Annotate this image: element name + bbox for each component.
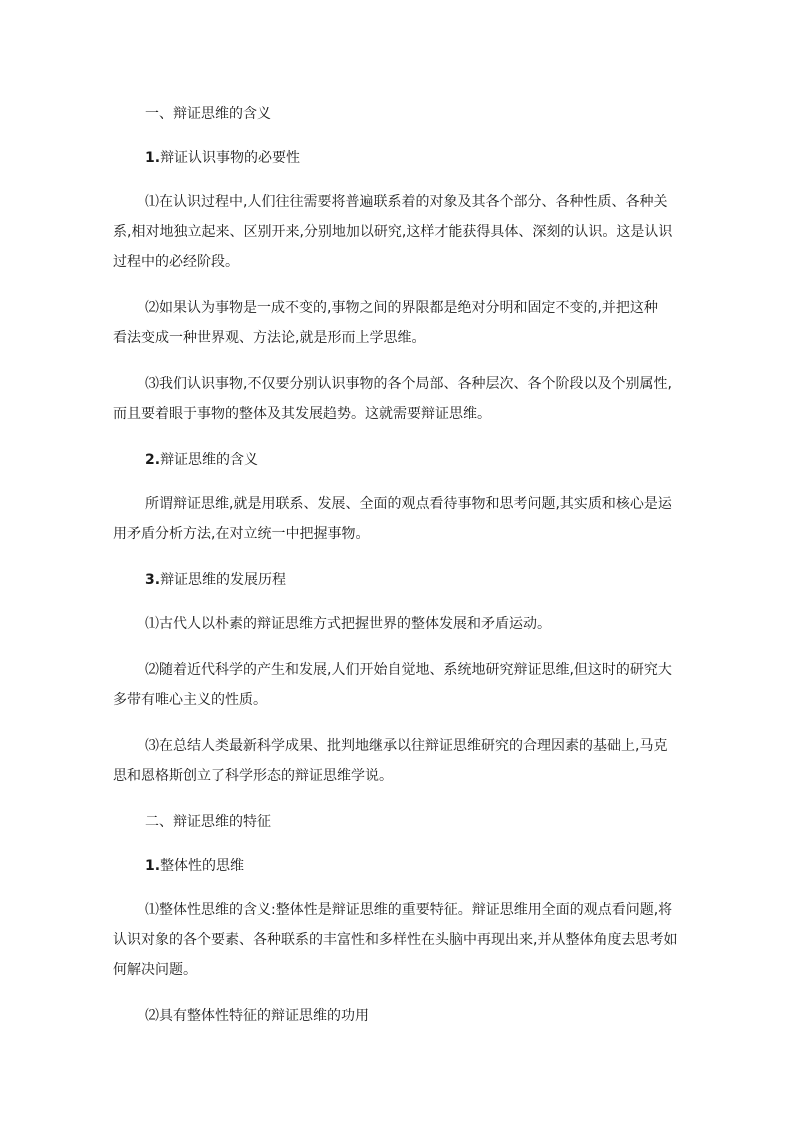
- section-heading-2: 二、辩证思维的特征: [145, 814, 271, 830]
- subheading-number: 1.: [145, 858, 161, 874]
- subheading-1-3: [145, 570, 286, 590]
- paragraph-line: ⑴整体性思维的含义:整体性是辩证思维的重要特征。辩证思维用全面的观点看问题,将: [145, 902, 673, 918]
- paragraph-line: ⑶我们认识事物,不仅要分别认识事物的各个局部、各种层次、各个阶段以及个别属性,: [145, 376, 672, 392]
- subheading-number: 1.: [145, 150, 161, 166]
- paragraph-line: 看法变成一种世界观、方法论,就是形而上学思维。: [113, 330, 426, 346]
- paragraph-line: ⑴在认识过程中,人们往往需要将普遍联系着的对象及其各个部分、各种性质、各种关: [145, 194, 668, 210]
- paragraph-line: ⑵如果认为事物是一成不变的,事物之间的界限都是绝对分明和固定不变的,并把这种: [145, 300, 658, 316]
- paragraph-line: 何解决问题。: [113, 962, 197, 978]
- subheading-text: 整体性的思维: [160, 858, 245, 874]
- paragraph-line: 而且要着眼于事物的整体及其发展趋势。这就需要辩证思维。: [113, 406, 491, 422]
- subheading-text: 辩证思维的含义: [160, 452, 259, 468]
- subheading-2-1: [145, 856, 244, 876]
- paragraph-line: 系,相对地独立起来、区别开来,分别地加以研究,这样才能获得具体、深刻的认识。这是认识: [113, 224, 673, 240]
- subheading-number: 2.: [145, 452, 161, 468]
- paragraph-line: 多带有唯心主义的性质。: [113, 692, 267, 708]
- subheading-number: 3.: [145, 572, 161, 588]
- paragraph-line: 认识对象的各个要素、各种联系的丰富性和多样性在头脑中再现出来,并从整体角度去思考如: [113, 932, 678, 948]
- paragraph-line: 用矛盾分析方法,在对立统一中把握事物。: [113, 526, 370, 542]
- subheading-text: 辩证认识事物的必要性: [160, 150, 301, 166]
- paragraph-line: ⑵具有整体性特征的辩证思维的功用: [145, 1008, 369, 1024]
- subheading-1-1: [145, 148, 300, 168]
- paragraph-line: 思和恩格斯创立了科学形态的辩证思维学说。: [113, 768, 393, 784]
- subheading-text: 辩证思维的发展历程: [160, 572, 287, 588]
- paragraph-line: 所谓辩证思维,就是用联系、发展、全面的观点看待事物和思考问题,其实质和核心是运: [145, 496, 672, 512]
- paragraph-line: ⑶在总结人类最新科学成果、批判地继承以往辩证思维研究的合理因素的基础上,马克: [145, 738, 668, 754]
- subheading-1-2: [145, 450, 258, 470]
- section-heading-1: 一、辩证思维的含义: [145, 106, 271, 122]
- paragraph-line: ⑴古代人以朴素的辩证思维方式把握世界的整体发展和矛盾运动。: [145, 616, 551, 632]
- paragraph-line: ⑵随着近代科学的产生和发展,人们开始自觉地、系统地研究辩证思维,但这时的研究大: [145, 662, 672, 678]
- paragraph-line: 过程中的必经阶段。: [113, 254, 239, 270]
